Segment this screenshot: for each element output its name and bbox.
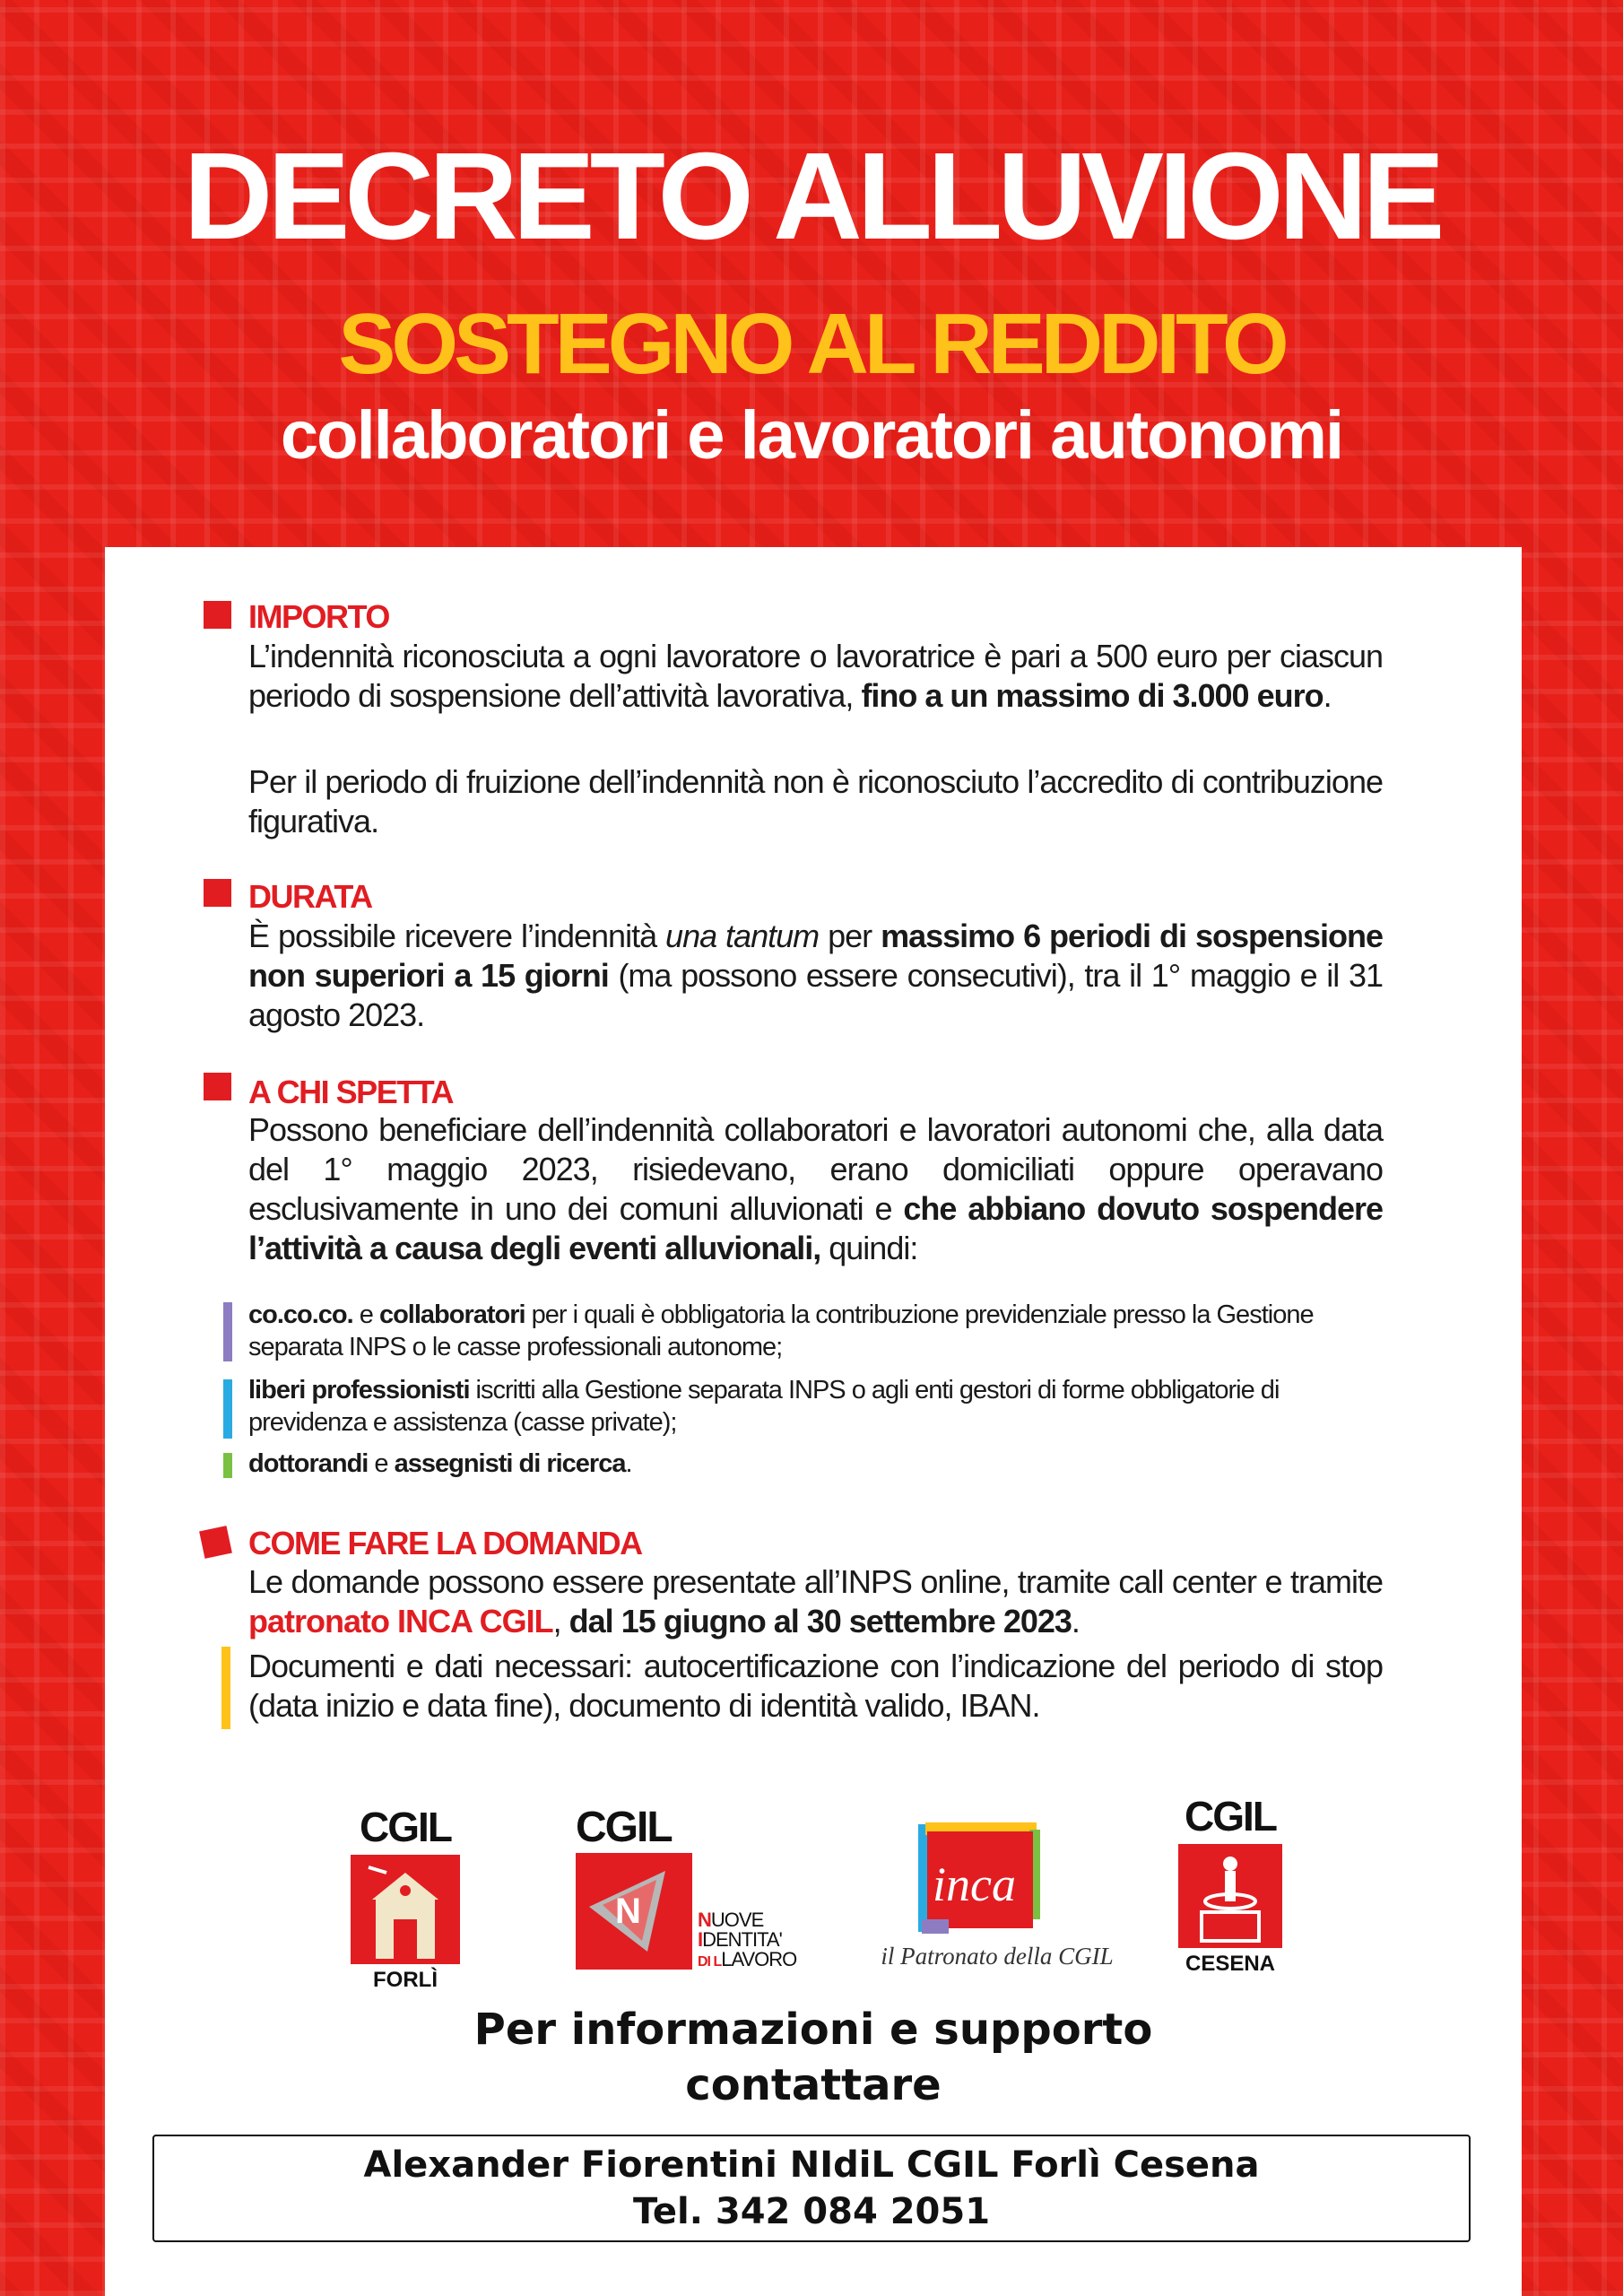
- come-fare-paragraph: Le domande possono essere presentate all’INPS online, tramite call center e tramite patronato INCA CGIL, dal 15 giugno al 30 settembre 2023.: [248, 1563, 1383, 1639]
- cgil-forli-logo: CGIL FORLÌ: [347, 1803, 464, 1982]
- list-item-marker: [223, 1302, 232, 1361]
- importo-paragraph: L’indennità riconosciuta a ogni lavoratore o lavoratrice è pari a 500 euro per ciascun periodo di sospensione dell’attività lavorativa, fino a un massimo di 3.000 euro.: [248, 638, 1383, 714]
- logos-row: [105, 1793, 1522, 1992]
- list-item-marker: [223, 1453, 232, 1478]
- inca-logo: inca il Patronato della CGIL: [863, 1821, 1132, 1982]
- info-card: [105, 547, 1522, 2296]
- section-marker-icon: [199, 1526, 232, 1559]
- cgil-cesena-logo: CGIL CESENA: [1172, 1792, 1289, 1980]
- section-heading-come-fare: COME FARE LA DOMANDA: [248, 1525, 642, 1561]
- list-item-marker: [223, 1379, 232, 1439]
- importo-note: Per il periodo di fruizione dell’indennità non è riconosciuto l’accredito di contribuzione figurativa.: [248, 763, 1383, 839]
- nidil-cgil-logo: CGIL N NUOVE IDENTITA' DI LLAVORO: [576, 1804, 797, 1970]
- durata-paragraph: È possibile ricevere l’indennità una tantum per massimo 6 periodi di sospensione non superiori a 15 giorni (ma possono essere consecutivi), tra il 1° maggio e il 31 agosto 2023.: [248, 918, 1384, 1033]
- section-marker-icon: [204, 601, 231, 629]
- contact-phone[interactable]: Tel. 342 084 2051: [632, 2191, 991, 2232]
- inca-emblem-icon: inca: [916, 1821, 1042, 1937]
- list-item: co.co.co. e collaboratori per i quali è obbligatoria la contribuzione previdenziale presso la Gestione separata INPS o le casse professionali autonome;: [248, 1300, 1314, 1361]
- a-chi-spetta-paragraph: Possono beneficiare dell’indennità collaboratori e lavoratori autonomi che, alla data del 1° maggio 2023, risiedevano, erano domiciliati oppure operavano esclusivamente in uno dei comuni alluvionati e che abbiano dovuto sospendere l’attività a causa degli eventi alluvionali, quindi:: [248, 1111, 1383, 1266]
- svg-text:N: N: [615, 1892, 641, 1931]
- section-heading-a-chi-spetta: A CHI SPETTA: [248, 1074, 454, 1110]
- page-subtitle-secondary: collaboratori e lavoratori autonomi: [280, 397, 1343, 474]
- contact-name: Alexander Fiorentini NIdiL CGIL Forlì Cesena: [363, 2144, 1260, 2186]
- list-item: dottorandi e assegnisti di ricerca.: [248, 1449, 632, 1478]
- note-marker: [221, 1647, 230, 1729]
- cesena-fountain-icon: [1178, 1844, 1282, 1948]
- section-heading-importo: IMPORTO: [248, 598, 389, 635]
- page-subtitle: SOSTEGNO AL REDDITO: [338, 296, 1285, 392]
- list-item: liberi professionisti iscritti alla Gestione separata INPS o agli enti gestori di forme obbligatorie di previdenza e assistenza (casse private);: [248, 1376, 1280, 1437]
- forli-building-icon: [351, 1855, 460, 1964]
- come-fare-documents: Documenti e dati necessari: autocertificazione con l’indicazione del periodo di stop (data inizio e data fine), documento di identità valido, IBAN.: [248, 1648, 1383, 1724]
- contact-box: [152, 2135, 1471, 2242]
- section-marker-icon: [204, 879, 231, 907]
- info-heading: Per informazioni e supporto contattare: [473, 2005, 1153, 2110]
- section-heading-durata: DURATA: [248, 878, 372, 915]
- section-marker-icon: [204, 1073, 231, 1100]
- nidil-n-icon: [576, 1853, 692, 1970]
- page-title: DECRETO ALLUVIONE: [183, 127, 1440, 265]
